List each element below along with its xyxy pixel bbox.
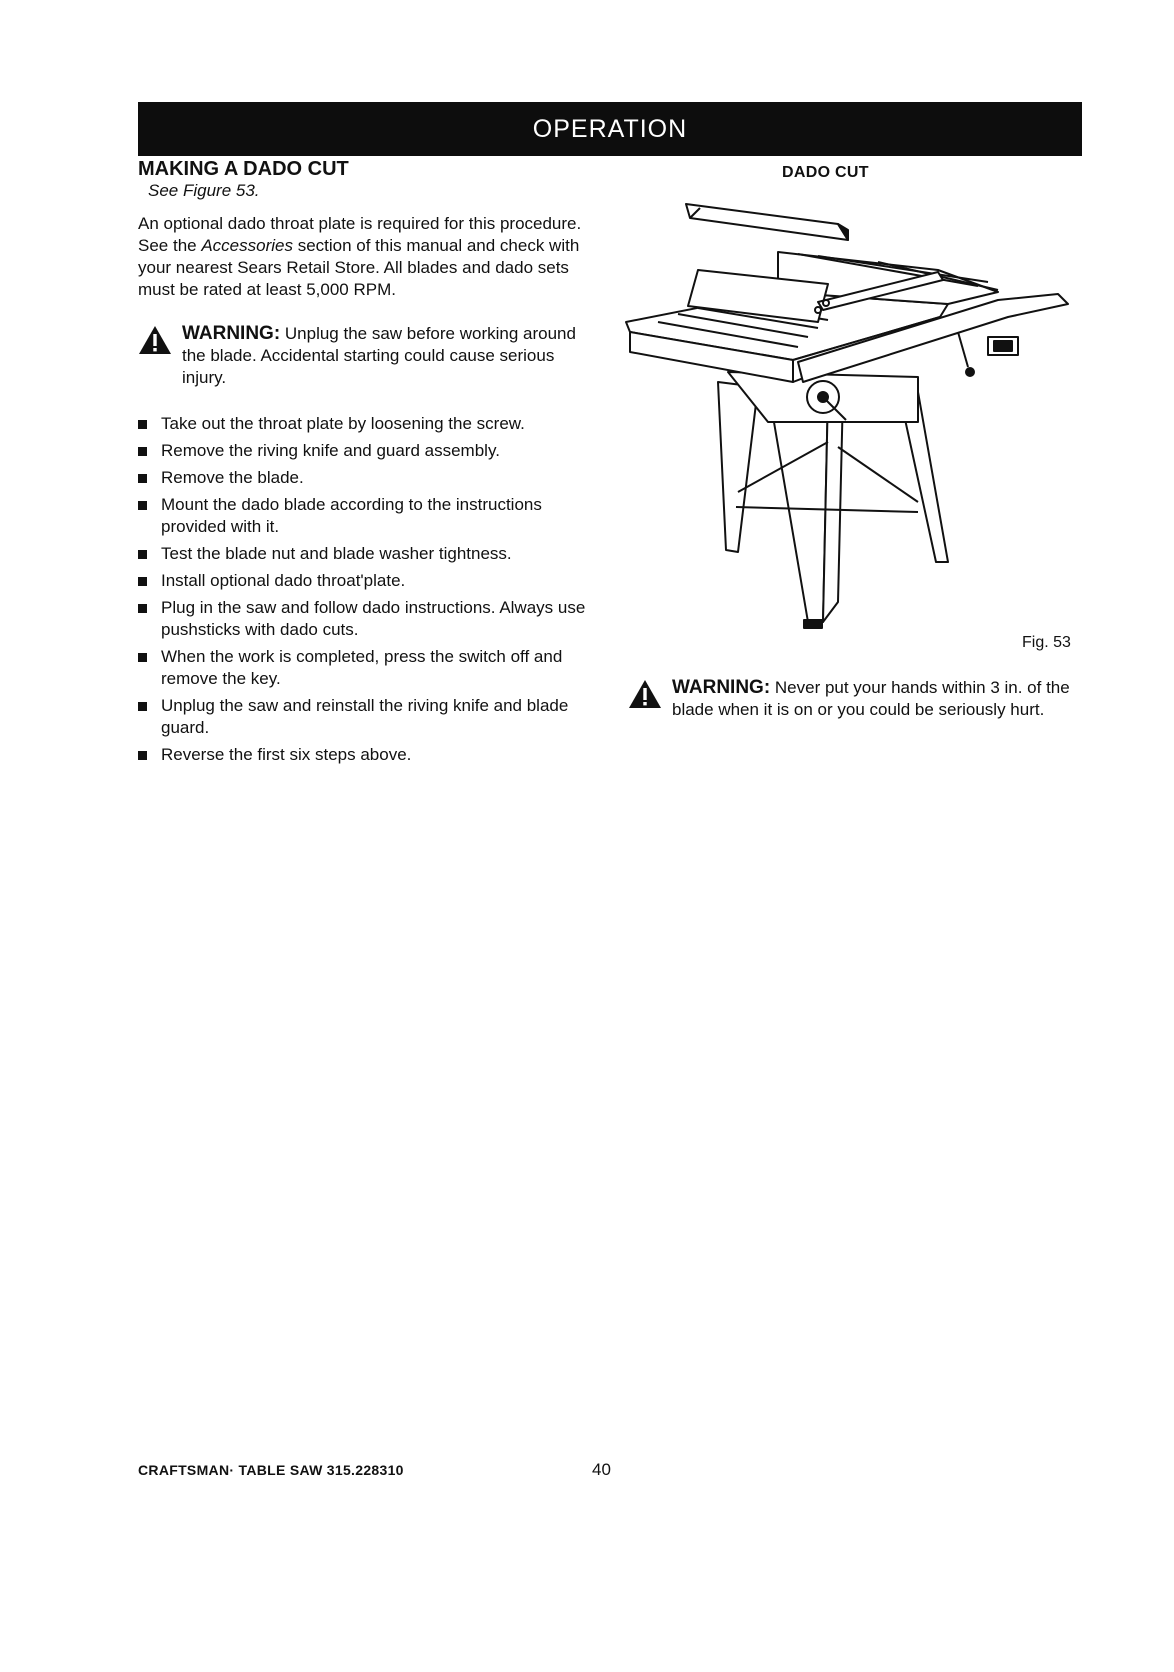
intro-paragraph [138, 213, 593, 301]
warning-body: Never put your hands within 3 in. of the blade when it is on or you could be seriously hurt. [672, 678, 1070, 719]
square-bullet-icon [138, 702, 147, 711]
step-text: Take out the throat plate by loosening the screw. [161, 414, 525, 433]
list-item [138, 744, 598, 766]
warning-label: WARNING: [182, 323, 281, 344]
warning-triangle-icon [628, 679, 662, 709]
list-item [138, 646, 598, 690]
square-bullet-icon [138, 501, 147, 510]
square-bullet-icon [138, 550, 147, 559]
step-text: Reverse the first six steps above. [161, 745, 412, 764]
figure-title: DADO CUT [782, 164, 869, 181]
square-bullet-icon [138, 577, 147, 586]
step-text: When the work is completed, press the switch off and remove the key. [161, 647, 563, 688]
list-item [138, 467, 598, 489]
step-text: Unplug the saw and reinstall the riving knife and blade guard. [161, 696, 569, 737]
section-header-bar [138, 102, 1082, 156]
section-title: MAKING A DADO CUT [138, 158, 349, 180]
list-item [138, 597, 598, 641]
left-column [138, 156, 598, 771]
list-item [138, 543, 598, 565]
list-item [138, 494, 598, 538]
page-number: 40 [592, 1460, 611, 1479]
list-item [138, 570, 598, 592]
step-text: Test the blade nut and blade washer tightness. [161, 544, 512, 563]
footer-brand: CRAFTSMAN· TABLE SAW 315.228310 [138, 1462, 404, 1478]
step-text: Install optional dado throat'plate. [161, 571, 406, 590]
warning-label: WARNING: [672, 677, 771, 698]
intro-text-1: An optional dado throat plate is required for this procedure. See the [138, 214, 582, 255]
list-item [138, 413, 598, 435]
warning-hands [628, 677, 1078, 721]
steps-list [138, 413, 598, 766]
step-text: Remove the blade. [161, 468, 304, 487]
accessories-reference: Accessories [201, 236, 293, 255]
step-text: Plug in the saw and follow dado instructions. Always use pushsticks with dado cuts. [161, 598, 586, 639]
square-bullet-icon [138, 474, 147, 483]
figure-caption: Fig. 53 [1022, 634, 1071, 651]
right-column [626, 156, 1082, 182]
square-bullet-icon [138, 751, 147, 760]
square-bullet-icon [138, 604, 147, 613]
table-saw-illustration [618, 182, 1080, 652]
warning-unplug-text [182, 323, 598, 389]
warning-triangle-icon [138, 325, 172, 355]
warning-body: Unplug the saw before working around the blade. Accidental starting could cause serious injury. [182, 324, 576, 387]
square-bullet-icon [138, 420, 147, 429]
warning-unplug [138, 323, 598, 389]
square-bullet-icon [138, 653, 147, 662]
dado-throat-plate-shape [686, 204, 848, 240]
square-bullet-icon [138, 447, 147, 456]
warning-hands-text [672, 677, 1078, 721]
step-text: Mount the dado blade according to the instructions provided with it. [161, 495, 542, 536]
step-text: Remove the riving knife and guard assembly. [161, 441, 500, 460]
see-figure-reference: See Figure 53. [148, 181, 260, 200]
list-item [138, 440, 598, 462]
header-title: OPERATION [532, 114, 688, 143]
list-item [138, 695, 598, 739]
intro-text-2: section of this manual and check with your nearest Sears Retail Store. All blades and dado sets must be rated at least 5,000 RPM. [138, 236, 580, 299]
